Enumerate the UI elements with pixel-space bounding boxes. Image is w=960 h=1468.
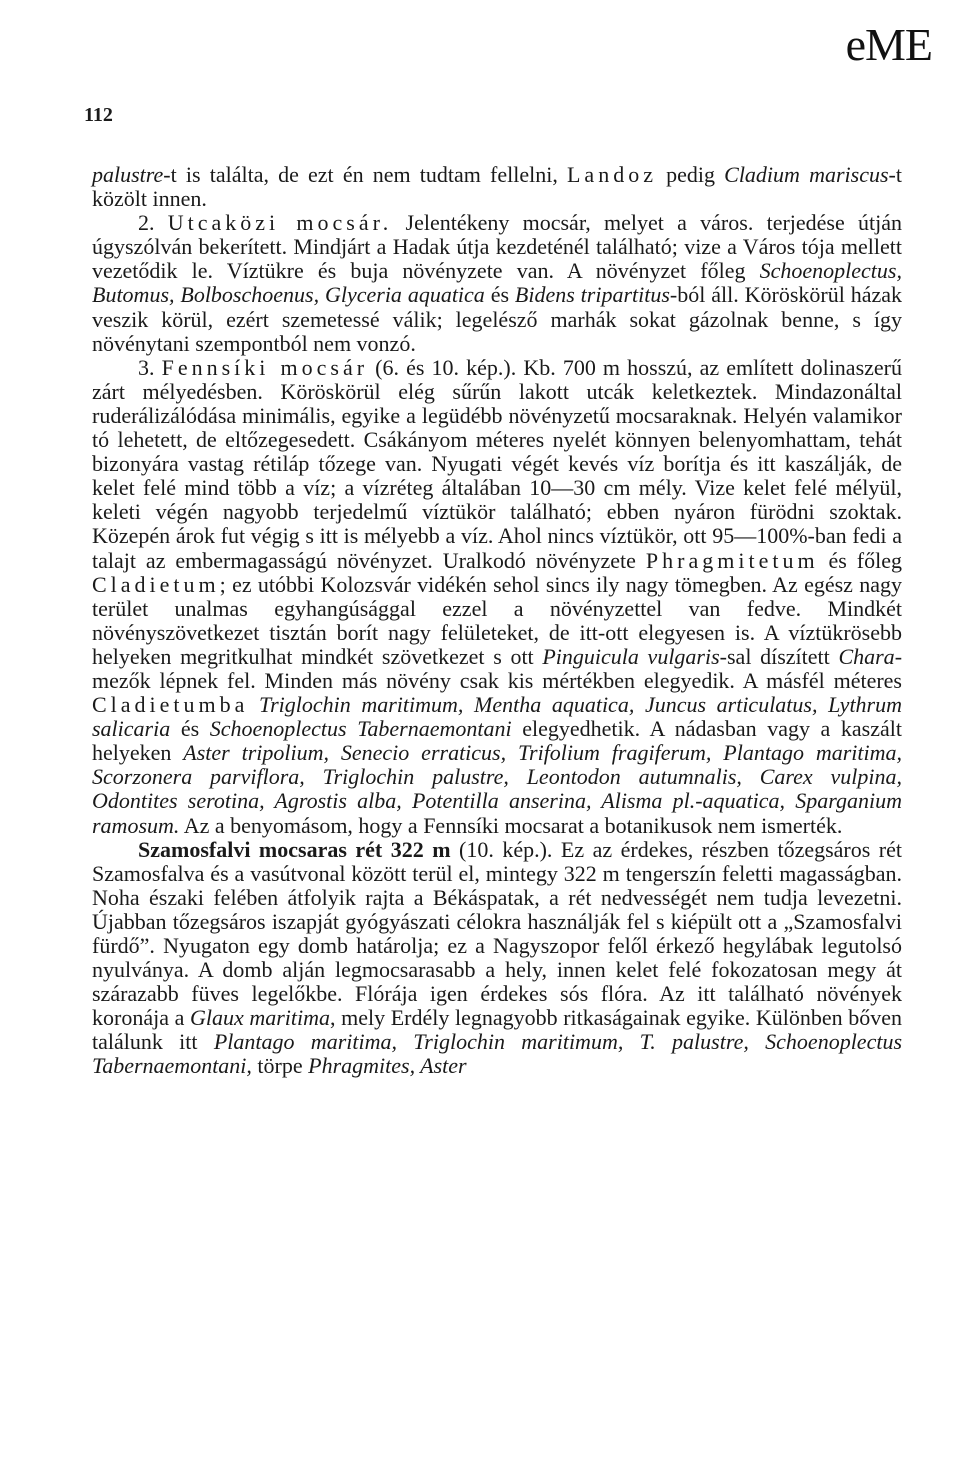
spaced-run: Landoz xyxy=(566,162,657,187)
text-run: ; ez utóbbi Kolozsvár vidékén sehol sincs ily nagy tömegben. Az egész nagy terület unalmas egyhangúsággal ezzel a növényzettel van fedve. Mindkét növényszövetkezet tisztán borít nagy felületeket, de itt-ott elegyesen is. A víztükrösebb helyeken megritkulhat mindkét szövetkezet s ott xyxy=(92,571,902,669)
italic-run: Schoenoplectus Tabernaemontani xyxy=(209,716,512,742)
text-run: és xyxy=(170,716,210,742)
text-run: és xyxy=(484,282,515,308)
text-run: (10. kép.). Ez az érdekes, részben tőzegsáros rét Szamosfalva és a vasútvonal között terül el, mintegy 322 m tengerszín feletti magasságban. Noha északi felében átfolyik rajta a Békáspatak, a rét nedvességét nem tudja levezetni. Újabban tőzegsáros iszapját gyógyászati célokra használják fel s kiépült ott a „Szamosfalvi fürdő”. Nyugaton egy domb határolja; ez a Nagyszopor felől érkező hegylábak legutolsó nyulványa. A domb alján legmocsarasabb a hely, innen kelet felé fokozatosan megy át szárazabb füves legelőkbe. Flórája igen érdekes sós flóra. Az itt található növények koronája a xyxy=(92,836,902,1031)
text-run: -mezők lépnek fel. Minden más növény csak kis mértékben elegyedik. A másfél méteres xyxy=(92,643,903,693)
bold-run: Szamosfalvi mocsaras rét 322 m xyxy=(138,836,451,862)
spaced-run: Utcaközi mocsár. xyxy=(167,210,393,236)
text-run: Jelentékeny mocsár, melyet a város. terjedése útján úgyszólván bekerített. Mindjárt a Hadak útja kezdeténél található; vize a Város tója mellett vezetődik le. Víztükre és buja növényzete van. A növényzet főleg xyxy=(92,210,902,284)
paragraph xyxy=(92,838,902,1079)
italic-run: Aster tripolium, Senecio erraticus, Trifolium fragiferum, Plantago maritima, Scorzonera parviflora, Triglochin palustre, Leontodon autumnalis, Carex vulpina, Odontites serotina, Agrostis alba, Potentilla anserina, Alisma pl.-aquatica, Sparganium ramosum. xyxy=(92,740,902,838)
text-run: , mely Erdély legnagyobb ritkaságainak egyike. Különben bőven találunk itt xyxy=(92,1005,902,1055)
page-number: 112 xyxy=(84,104,113,126)
spaced-run: Cladietum xyxy=(92,571,220,597)
text-run: 3. xyxy=(138,354,162,380)
italic-run: Pinguicula vulgaris xyxy=(542,643,720,669)
text-run: -t közölt innen. xyxy=(92,162,902,212)
text-run: 2. xyxy=(138,210,168,236)
text-run: törpe xyxy=(251,1053,309,1079)
italic-run: Cladium mariscus xyxy=(724,162,889,187)
paragraph xyxy=(92,211,902,356)
paragraph xyxy=(92,356,902,838)
text-run xyxy=(248,692,259,717)
text-run: -t is találta, de ezt én nem tudtam fellelni, xyxy=(163,162,567,187)
paragraph xyxy=(92,163,902,211)
italic-run: palustre xyxy=(92,162,164,187)
spaced-run: Cladietumba xyxy=(92,692,249,718)
italic-run: Schoenoplectus, Butomus, Bolboschoenus, Glyceria aquatica xyxy=(92,258,902,308)
text-run: -sal díszített xyxy=(719,643,839,669)
italic-run: Phragmites, Aster xyxy=(308,1053,467,1079)
spaced-run: Fennsíki mocsár xyxy=(161,354,369,380)
spaced-run: Phragmitetum xyxy=(645,547,819,573)
italic-run: Bidens tripartitus xyxy=(514,282,670,308)
text-run: -ból áll. Köröskörül házak veszik körül, ezért szemetessé válik; legelésző marhák sokat gázolnak benne, s így növénytani szempontból nem vonzó. xyxy=(92,282,903,356)
text-run: Az a benyomásom, hogy a Fennsíki mocsarat a botanikusok nem ismerték. xyxy=(179,812,843,838)
text-run: és főleg xyxy=(818,547,902,573)
text-run: pedig xyxy=(656,162,725,187)
emE-logo: eME xyxy=(845,19,932,70)
text-run: (6. és 10. kép.). Kb. 700 m hosszú, az említett dolinaszerű zárt mélyedésben. Köröskörül elég sűrűn lakott utcák keletkeztek. Mindazonáltal ruderálizálódása minimális, egyike a legüdébb növényzetű mocsaraknak. Helyén valamikor tó lehetett, de eltőzegesedett. Csákányom méteres nyelét könnyen belenyomhattam, tehát bizonyára vastag rétiláp tőzege van. Nyugati végét kevés víz borítja és itt kaszálják, de kelet felé mind több a víz; a vízréteg általában 10—30 cm mély. Vize kelet felé mélyül, keleti végén nagyobb terjedelmű víztükör található; ebben nyáron fürödni szoktak. Közepén árok fut végig s itt is mélyebb a víz. Ahol nincs víztükör, ott 95—100%-ban fedi a talajt az embermagasságú növényzet. Uralkodó növényzete xyxy=(92,354,902,573)
italic-run: Chara xyxy=(838,643,895,669)
italic-run: Triglochin maritimum, Mentha aquatica, Juncus articulatus, Lythrum salicaria xyxy=(92,692,903,742)
text-run: elegyedhetik. A nádasban vagy a kaszált helyeken xyxy=(92,716,902,766)
italic-run: Plantago maritima, Triglochin maritimum, T. palustre, Schoenoplectus Tabernaemontani, xyxy=(92,1029,903,1079)
article-body xyxy=(92,163,902,1079)
italic-run: Glaux maritima xyxy=(189,1005,330,1031)
